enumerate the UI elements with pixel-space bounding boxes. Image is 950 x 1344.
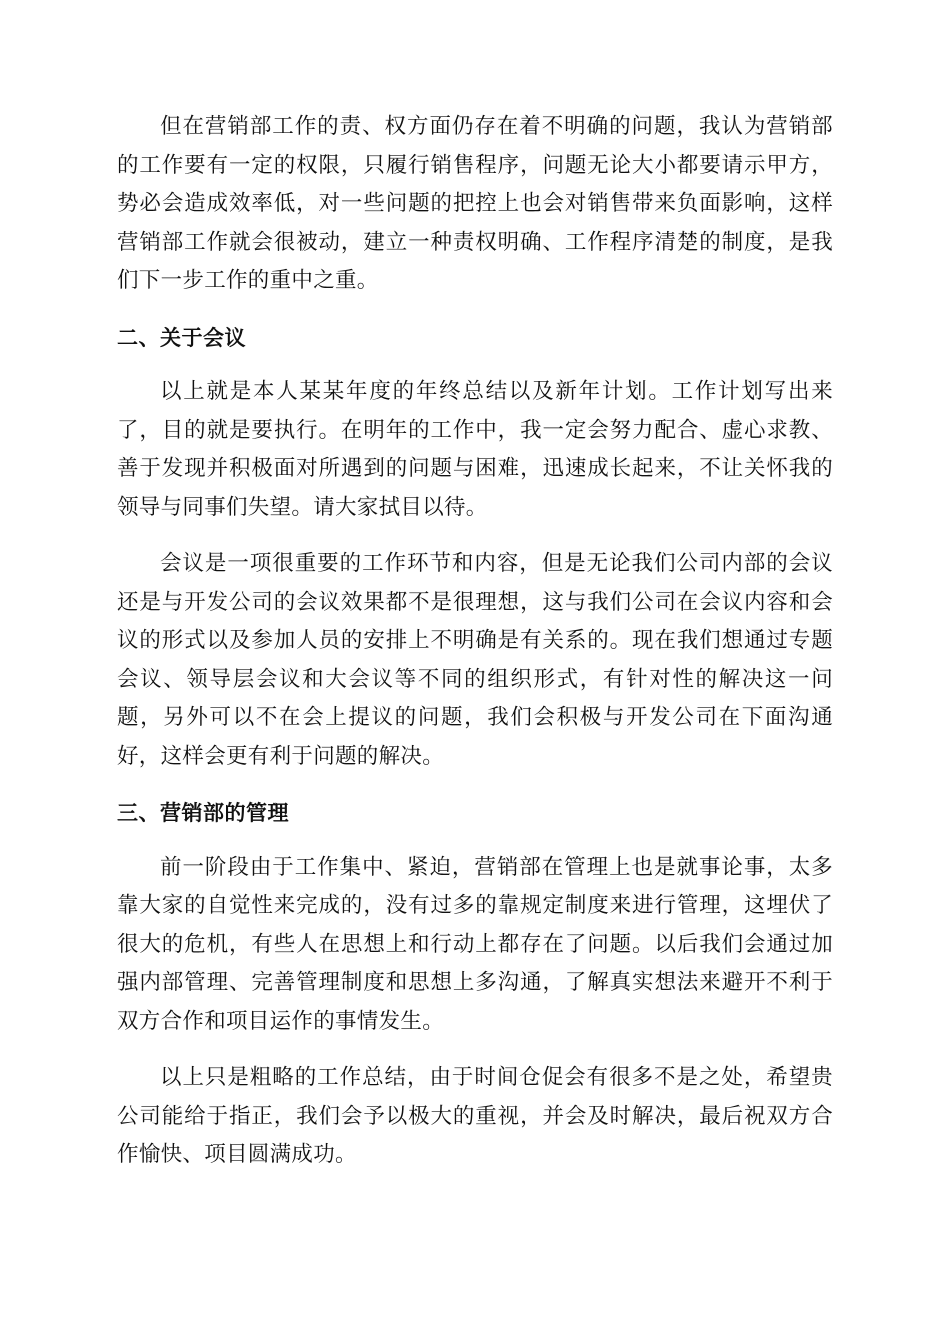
paragraph-closing: 以上只是粗略的工作总结，由于时间仓促会有很多不是之处，希望贵公司能给于指正，我们会予以极大的重视，并会及时解决，最后祝双方合作愉快、项目圆满成功。: [117, 1065, 833, 1167]
section-heading-meetings: 二、关于会议: [117, 325, 246, 350]
section-heading-management: 三、营销部的管理: [117, 801, 289, 825]
paragraph-responsibility: 但在营销部工作的责、权方面仍存在着不明确的问题，我认为营销部的工作要有一定的权限，只履行销售程序，问题无论大小都要请示甲方，势必会造成效率低，对一些问题的把控上也会对销售带来负面影响，这样营销部工作就会很被动，建立一种责权明确、工作程序清楚的制度，是我们下一步工作的重中之重。: [117, 114, 833, 293]
paragraph-meetings: 会议是一项很重要的工作环节和内容，但是无论我们公司内部的会议还是与开发公司的会议效果都不是很理想，这与我们公司在会议内容和会议的形式以及参加人员的安排上不明确是有关系的。现在我们想通过专题会议、领导层会议和大会议等不同的组织形式，有针对性的解决这一问题，另外可以不在会上提议的问题，我们会积极与开发公司在下面沟通好，这样会更有利于问题的解决。: [117, 551, 833, 769]
paragraph-year-end-summary: 以上就是本人某某年度的年终总结以及新年计划。工作计划写出来了，目的就是要执行。在明年的工作中，我一定会努力配合、虚心求教、善于发现并积极面对所遇到的问题与困难，迅速成长起来，不让关怀我的领导与同事们失望。请大家拭目以待。: [117, 379, 833, 520]
document-page: [117, 108, 833, 1175]
paragraph-management: 前一阶段由于工作集中、紧迫，营销部在管理上也是就事论事，太多靠大家的自觉性来完成的，没有过多的靠规定制度来进行管理，这埋伏了很大的危机，有些人在思想上和行动上都存在了问题。以后我们会通过加强内部管理、完善管理制度和思想上多沟通，了解真实想法来避开不利于双方合作和项目运作的事情发生。: [117, 854, 833, 1034]
